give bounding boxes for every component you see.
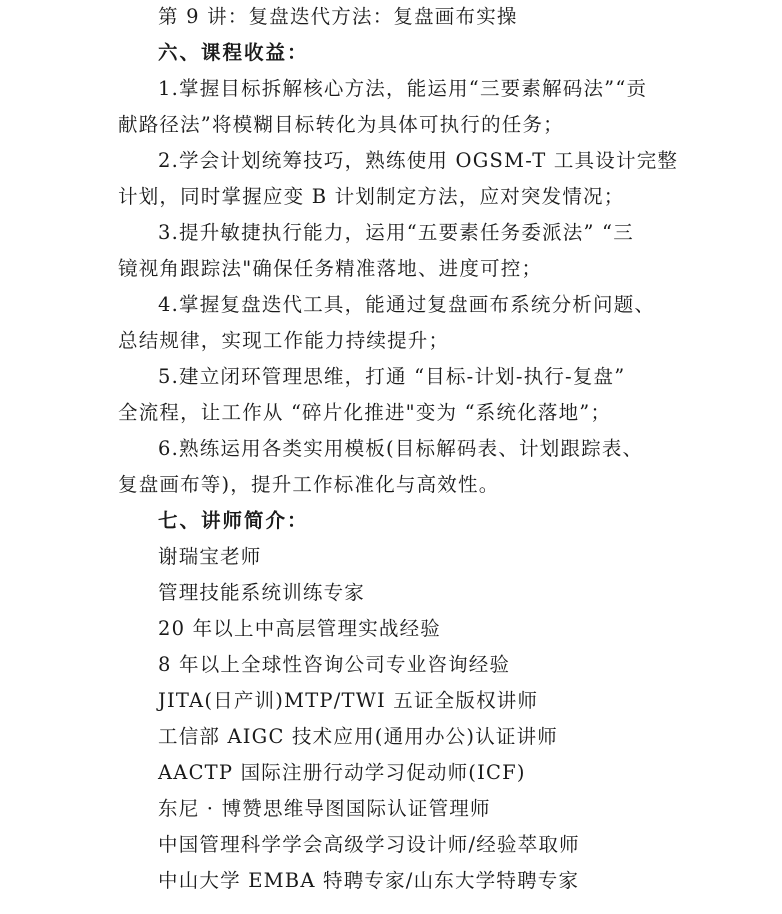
instructor-line-1: 谢瑞宝老师	[158, 545, 262, 568]
instructor-line-6: 工信部 AIGC 技术应用(通用办公)认证讲师	[158, 725, 558, 748]
benefit-1-line-2: 献路径法”将模糊目标转化为具体可执行的任务；	[118, 113, 564, 136]
lecture-9-line: 第 9 讲：复盘迭代方法：复盘画布实操	[158, 5, 518, 28]
benefit-2-line-1: 2.学会计划统筹技巧，熟练使用 OGSM-T 工具设计完整	[158, 149, 679, 172]
instructor-line-3: 20 年以上中高层管理实战经验	[158, 617, 442, 640]
instructor-line-8: 东尼 · 博赞思维导图国际认证管理师	[158, 797, 491, 820]
instructor-line-10: 中山大学 EMBA 特聘专家/山东大学特聘专家	[158, 869, 580, 892]
benefit-5-line-1: 5.建立闭环管理思维，打通 “目标-计划-执行-复盘”	[158, 365, 626, 388]
benefit-6-line-2: 复盘画布等)，提升工作标准化与高效性。	[118, 473, 500, 496]
benefit-1-line-1: 1.掌握目标拆解核心方法，能运用“三要素解码法”“贡	[158, 77, 648, 100]
instructor-line-7: AACTP 国际注册行动学习促动师(ICF)	[158, 761, 526, 784]
benefit-2-line-2: 计划，同时掌握应变 B 计划制定方法，应对突发情况；	[118, 185, 625, 208]
instructor-line-2: 管理技能系统训练专家	[158, 581, 366, 604]
instructor-line-4: 8 年以上全球性咨询公司专业咨询经验	[158, 653, 511, 676]
benefit-5-line-2: 全流程，让工作从 “碎片化推进"变为 “系统化落地”；	[118, 401, 612, 424]
benefit-3-line-1: 3.提升敏捷执行能力，运用“五要素任务委派法” “三	[158, 221, 634, 244]
benefit-4-line-2: 总结规律，实现工作能力持续提升；	[118, 329, 450, 352]
benefit-4-line-1: 4.掌握复盘迭代工具，能通过复盘画布系统分析问题、	[158, 293, 656, 316]
instructor-line-9: 中国管理科学学会高级学习设计师/经验萃取师	[158, 833, 580, 856]
section-7-heading: 七、讲师简介：	[158, 509, 309, 532]
section-6-heading: 六、课程收益：	[158, 41, 309, 64]
instructor-line-5: JITA(日产训)MTP/TWI 五证全版权讲师	[158, 689, 539, 712]
benefit-6-line-1: 6.熟练运用各类实用模板(目标解码表、计划跟踪表、	[158, 437, 644, 460]
benefit-3-line-2: 镜视角跟踪法"确保任务精准落地、进度可控；	[118, 257, 543, 280]
